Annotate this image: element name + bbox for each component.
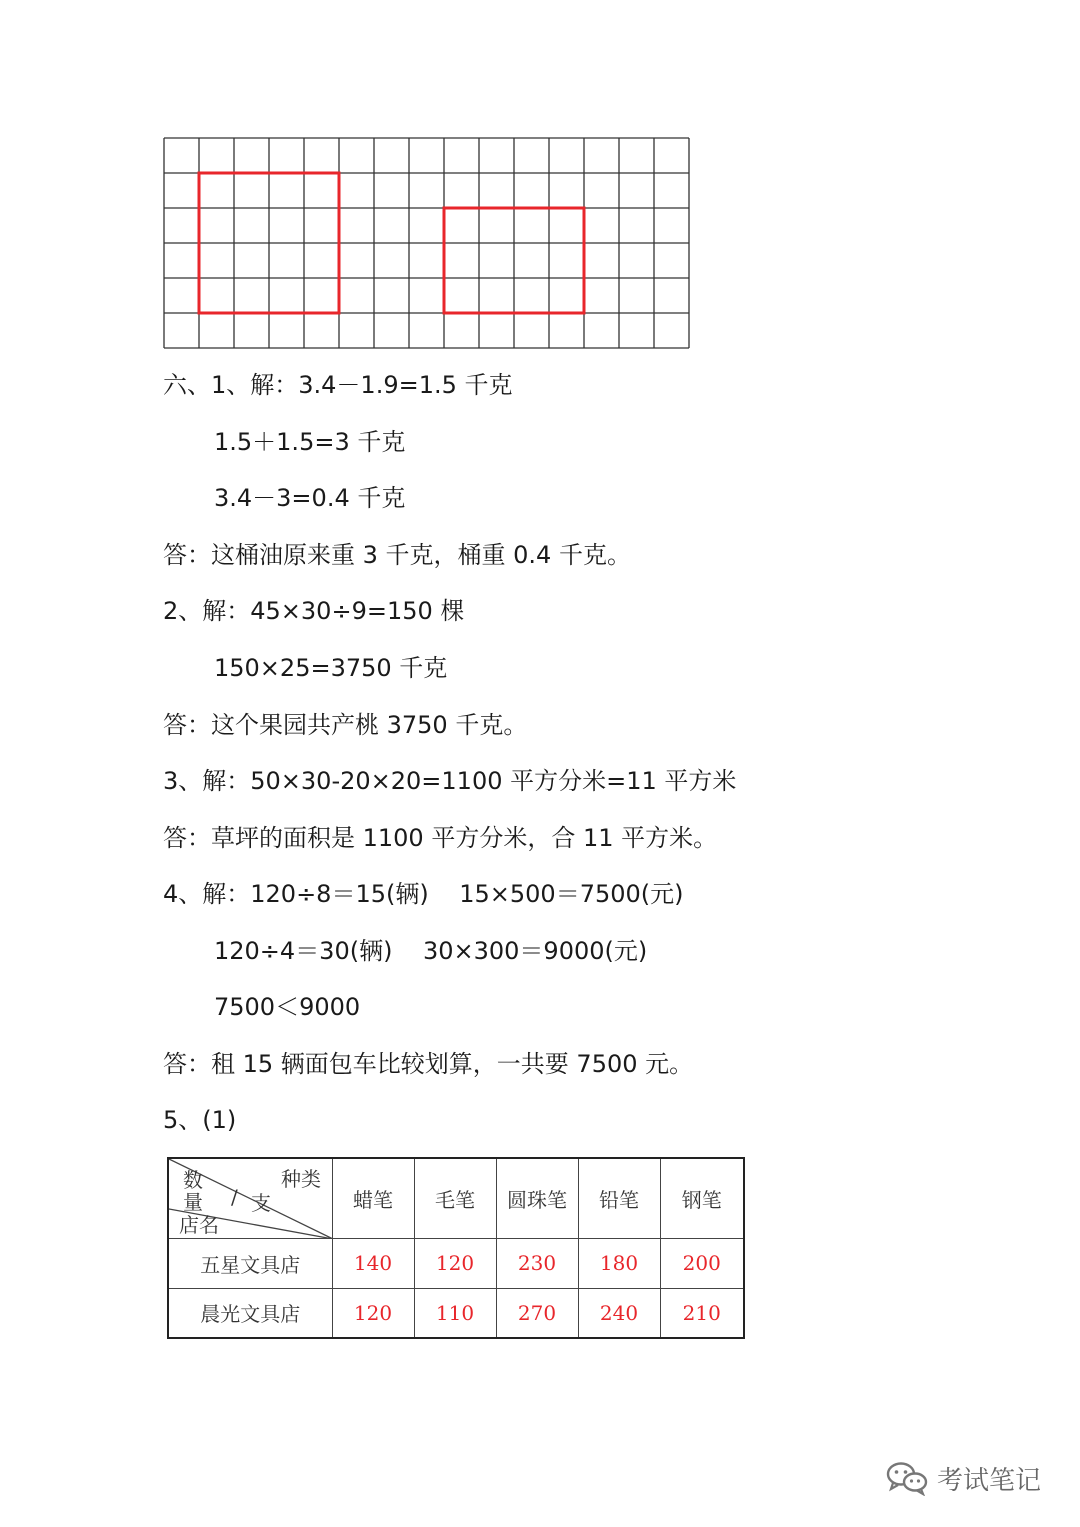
answer-line: 答：这桶油原来重 3 千克，桶重 0.4 千克。	[163, 541, 631, 569]
category-cell: 毛笔	[414, 1158, 496, 1238]
stat-table-wrap	[167, 1157, 743, 1338]
question-label: 5、(1)	[163, 1106, 237, 1134]
table-row	[168, 1238, 744, 1288]
value-cell: 230	[496, 1238, 578, 1288]
stat-table	[167, 1157, 745, 1339]
category-cell: 蜡笔	[332, 1158, 414, 1238]
value-cell: 120	[414, 1238, 496, 1288]
solution-line: 120÷4＝30(辆) 30×300＝9000(元)	[214, 937, 648, 965]
grid-figure	[163, 137, 691, 349]
corner-slash: /	[231, 1185, 238, 1209]
solution-line: 7500＜9000	[214, 993, 361, 1021]
solution-line: 150×25=3750 千克	[214, 654, 448, 682]
value-cell: 110	[414, 1288, 496, 1338]
table-row	[168, 1288, 744, 1338]
value-cell: 200	[660, 1238, 744, 1288]
category-cell: 铅笔	[578, 1158, 660, 1238]
value-cell: 180	[578, 1238, 660, 1288]
answer-line: 答：租 15 辆面包车比较划算，一共要 7500 元。	[163, 1050, 694, 1078]
watermark	[885, 1458, 1041, 1498]
category-cell: 钢笔	[660, 1158, 744, 1238]
category-cell: 圆珠笔	[496, 1158, 578, 1238]
solution-line: 1.5＋1.5=3 千克	[214, 428, 406, 456]
answer-line: 答：草坪的面积是 1100 平方分米，合 11 平方米。	[163, 824, 718, 852]
corner-shop-label: 店名	[179, 1213, 219, 1237]
solution-line: 3.4－3=0.4 千克	[214, 484, 406, 512]
solution-line: 4、解：120÷8＝15(辆) 15×500＝7500(元)	[163, 880, 684, 908]
watermark-text: 考试笔记	[937, 1465, 1042, 1496]
solution-line: 六、1、解：3.4－1.9=1.5 千克	[163, 371, 513, 399]
value-cell: 240	[578, 1288, 660, 1338]
shop-name-cell: 五星文具店	[168, 1238, 332, 1288]
value-cell: 270	[496, 1288, 578, 1338]
value-cell: 210	[660, 1288, 744, 1338]
wechat-icon	[885, 1460, 929, 1496]
corner-header-cell	[168, 1158, 332, 1238]
corner-quantity-label: 数量	[183, 1168, 203, 1214]
solution-line: 3、解：50×30-20×20=1100 平方分米=11 平方米	[163, 767, 737, 795]
value-cell: 120	[332, 1288, 414, 1338]
solution-line: 2、解：45×30÷9=150 棵	[163, 597, 465, 625]
shop-name-cell: 晨光文具店	[168, 1288, 332, 1338]
answer-line: 答：这个果园共产桃 3750 千克。	[163, 711, 528, 739]
table-header-row	[168, 1158, 744, 1238]
corner-category-label: 种类	[281, 1167, 321, 1191]
corner-unit-label: 支	[251, 1191, 271, 1215]
value-cell: 140	[332, 1238, 414, 1288]
